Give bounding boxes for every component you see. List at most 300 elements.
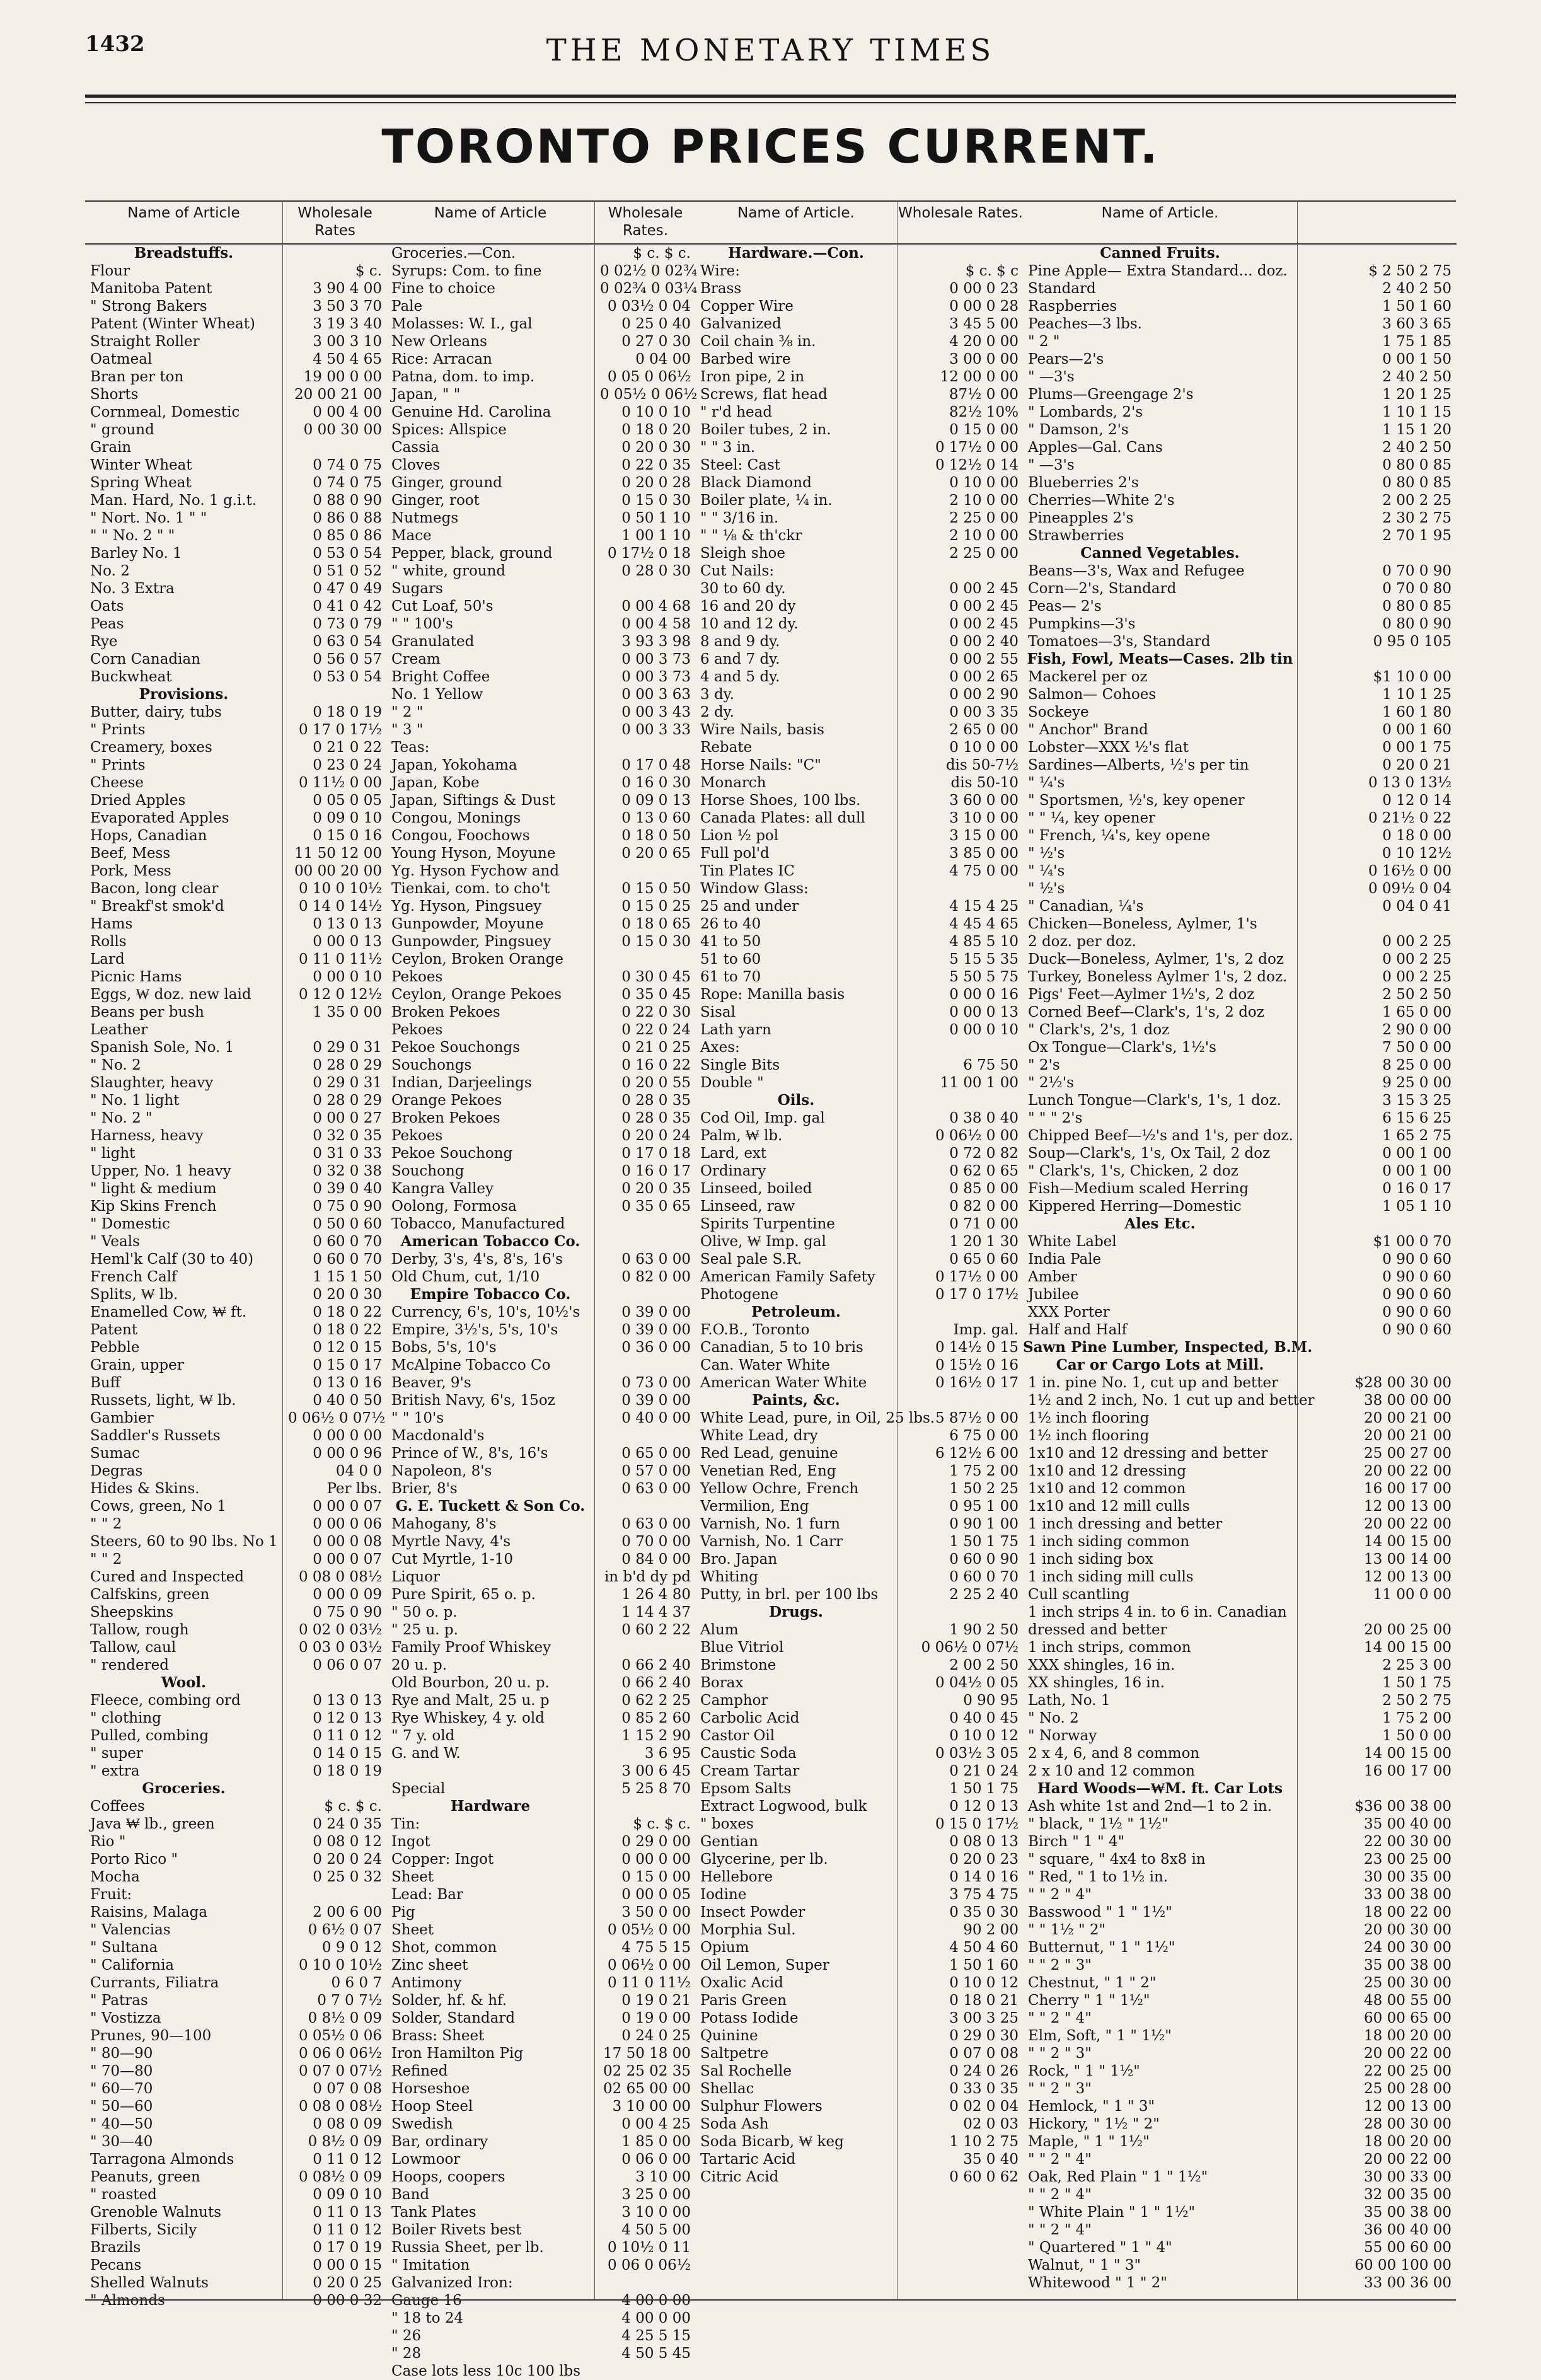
article-rate: 1 35 0 00 (313, 1004, 382, 1020)
article-name: Cherries—White 2's (1028, 492, 1175, 509)
article-name: Copper: Ingot (391, 1851, 494, 1868)
article-rate: 38 00 00 00 (1364, 1392, 1452, 1409)
article-name: Black Diamond (700, 475, 812, 491)
article-name: Case lots less 10c 100 lbs (391, 2363, 581, 2379)
article-name: Palm, ₩ lb. (700, 1128, 783, 1144)
article-name: Lath, No. 1 (1028, 1692, 1111, 1709)
article-name: Extract Logwood, bulk (700, 1798, 867, 1815)
article-rate: 0 11 0 11½ (607, 1975, 691, 1991)
masthead-rule-thin (85, 102, 1456, 103)
article-name: Rye Whiskey, 4 y. old (391, 1710, 545, 1726)
article-rate: 0 08 0 09 (313, 2116, 382, 2132)
article-rate: 13 00 14 00 (1364, 1551, 1452, 1568)
article-rate: 0 10 0 10½ (298, 1957, 382, 1973)
article-name: " " 2 (90, 1516, 122, 1532)
article-rate: 0 08 0 13 (949, 1834, 1019, 1850)
article-name: Oats (90, 598, 124, 615)
article-name: New Orleans (391, 333, 487, 350)
article-name: Seal pale S.R. (700, 1251, 802, 1268)
article-rate: 0 28 0 35 (621, 1110, 691, 1126)
article-name: Japan, " " (391, 386, 461, 403)
article-name: Pine Apple— Extra Standard... doz. (1028, 263, 1288, 279)
article-name: Splits, ₩ lb. (90, 1286, 178, 1303)
article-name: Japan, Siftings & Dust (391, 792, 555, 809)
article-name: Oil Lemon, Super (700, 1957, 829, 1973)
article-name: Copper Wire (700, 298, 794, 315)
article-rate: 6 75 0 00 (949, 1428, 1019, 1444)
article-name: Grain, upper (90, 1357, 184, 1373)
article-name: Double " (700, 1075, 764, 1091)
article-rate: 3 10 0 00 (621, 2204, 691, 2221)
article-rate: 28 00 30 00 (1364, 2116, 1452, 2132)
article-rate: 3 50 0 00 (621, 1904, 691, 1921)
article-name: " ½'s (1028, 881, 1065, 897)
article-rate: 0 18 0 22 (313, 1322, 382, 1338)
article-name: Pekoes (391, 1022, 443, 1038)
article-name: Wire: (700, 263, 740, 279)
article-name: Varnish, No. 1 furn (700, 1516, 840, 1532)
article-name: " Norway (1028, 1728, 1097, 1744)
article-rate: 0 60 0 70 (949, 1569, 1019, 1585)
article-rate (595, 2362, 696, 2380)
article-rate: 0 00 2 25 (1382, 951, 1452, 968)
article-name: Fleece, combing ord (90, 1692, 241, 1709)
article-name: Beaver, 9's (391, 1375, 471, 1391)
article-rate: 0 29 0 30 (949, 2028, 1019, 2044)
article-rate: 0 29 0 00 (621, 1834, 691, 1850)
article-name: Rye (90, 633, 118, 650)
article-rate: 0 20 0 28 (621, 475, 691, 491)
article-rate: 0 90 95 (963, 1692, 1019, 1709)
article-name: Yellow Ochre, French (700, 1481, 859, 1497)
article-name: Vermilion, Eng (700, 1498, 809, 1515)
article-rate: 0 07 0 08 (949, 2045, 1019, 2062)
article-name: Plums—Greengage 2's (1028, 386, 1194, 403)
article-rate: 0 90 0 60 (1382, 1322, 1452, 1338)
article-name: Wool. (161, 1674, 207, 1691)
article-name: Porto Rico " (90, 1851, 178, 1868)
article-name: Shorts (90, 386, 139, 403)
article-rate: 0 00 3 73 (621, 669, 691, 685)
article-name: Patna, dom. to imp. (391, 369, 535, 385)
article-name: Walnut, " 1 " 3" (1028, 2257, 1141, 2273)
article-name: Old Chum, cut, 1/10 (391, 1269, 540, 1285)
article-rate: 1 60 1 80 (1382, 704, 1452, 720)
article-rate: 0 80 0 85 (1382, 475, 1452, 491)
article-name: XXX shingles, 16 in. (1028, 1657, 1175, 1673)
article-name: " light & medium (90, 1181, 217, 1197)
article-rate: 0 02 0 04 (949, 2098, 1019, 2115)
article-name: Liquor (391, 1569, 441, 1585)
article-rate: 0 74 0 75 (313, 475, 382, 491)
article-rate: 0 08½ 0 09 (298, 2169, 382, 2185)
article-name: " 26 (391, 2328, 422, 2344)
article-rate: 0 62 0 65 (949, 1163, 1019, 1179)
article-rate: 33 00 38 00 (1364, 1886, 1452, 1903)
article-rate: 12 00 13 00 (1364, 1569, 1452, 1585)
article-rate: 0 14 0 15 (313, 1745, 382, 1762)
article-name: 26 to 40 (700, 916, 761, 932)
article-rate: 0 00 4 68 (621, 598, 691, 615)
article-rate: 0 05½ 0 06½ (600, 386, 698, 403)
article-rate: 0 65 0 00 (621, 1445, 691, 1462)
article-name: " roasted (90, 2186, 157, 2203)
article-rate: 22 00 30 00 (1364, 1834, 1452, 1850)
article-rate: 4 50 5 00 (621, 2222, 691, 2238)
article-rate: 1 15 1 20 (1382, 422, 1452, 438)
article-rate (1298, 1603, 1457, 1621)
article-rate: 0 73 0 00 (621, 1375, 691, 1391)
article-rate: 0 12½ 0 14 (935, 457, 1019, 473)
article-rate: 0 63 0 54 (313, 633, 382, 650)
article-rate (897, 245, 1024, 262)
article-name: Barley No. 1 (90, 545, 182, 562)
article-rate: 0 17½ 0 18 (607, 545, 691, 562)
price-column-3-names (695, 200, 935, 2299)
article-list (695, 245, 935, 2186)
article-rate: 0 20 0 30 (313, 1286, 382, 1303)
article-rate: 0 00 4 00 (313, 404, 382, 420)
article-rate: 0 09 0 13 (621, 792, 691, 809)
article-name: Swedish (391, 2116, 453, 2132)
article-name: Bacon, long clear (90, 881, 219, 897)
article-rate: 0 18 0 20 (621, 422, 691, 438)
article-name: Canada Plates: all dull (700, 810, 865, 826)
article-rate: 20 00 21 00 (294, 386, 382, 403)
article-name: Lunch Tongue—Clark's, 1's, 1 doz. (1028, 1092, 1281, 1109)
article-rate: 16 00 17 00 (1364, 1763, 1452, 1779)
article-name: " light (90, 1145, 136, 1162)
article-rate: $ c. (355, 263, 382, 279)
article-rate: 0 10 0 10½ (298, 881, 382, 897)
article-name: Ginger, root (391, 492, 480, 509)
article-name: Young Hyson, Moyune (391, 845, 556, 862)
article-rate: 0 06½ 0 07½ (288, 1410, 386, 1426)
article-rate: 0 12 0 14 (1382, 792, 1452, 809)
article-rate: 0 35 0 45 (621, 986, 691, 1003)
article-rate: 19 00 0 00 (303, 369, 382, 385)
article-name: Linseed, boiled (700, 1181, 812, 1197)
article-name: " 2 " (1028, 333, 1060, 350)
article-name: 1½ inch flooring (1028, 1410, 1150, 1426)
article-name: " 60—70 (90, 2081, 153, 2097)
article-name: Sheet (391, 1869, 434, 1885)
article-name: Gentian (700, 1834, 758, 1850)
article-name: Half and Half (1028, 1322, 1128, 1338)
article-name: 2 dy. (700, 704, 734, 720)
article-rate: 0 32 0 38 (313, 1163, 382, 1179)
article-rate: 20 00 30 00 (1364, 1922, 1452, 1938)
article-name: Java ₩ lb., green (90, 1816, 215, 1832)
article-rate: 14 00 15 00 (1364, 1639, 1452, 1656)
article-rate: 0 7 0 7½ (317, 1992, 382, 2009)
article-rate: 1 50 1 75 (949, 1534, 1019, 1550)
article-rate: 0 90 0 60 (1382, 1304, 1452, 1320)
article-rate: 33 00 36 00 (1364, 2275, 1452, 2291)
article-name: Drugs. (769, 1603, 823, 1620)
article-name: Macdonald's (391, 1428, 485, 1444)
article-rate: 0 40 0 50 (313, 1392, 382, 1409)
article-rate (1298, 545, 1457, 562)
article-name: Cod Oil, Imp. gal (700, 1110, 825, 1126)
article-rate: 5 87½ 0 00 (935, 1410, 1019, 1426)
article-name: Pumpkins—3's (1028, 616, 1136, 632)
article-rate: 0 13 0 13 (313, 1692, 382, 1709)
article-name: Putty, in brl. per 100 lbs (700, 1586, 879, 1603)
article-name: Sal Rochelle (700, 2063, 792, 2079)
article-rate: 0 19 0 21 (621, 1992, 691, 2009)
price-column-4-rates (1297, 200, 1457, 2299)
article-rate: 12 00 13 00 (1364, 2098, 1452, 2115)
article-name: " Vostizza (90, 2010, 161, 2026)
article-rate: $28 00 30 00 (1354, 1375, 1452, 1391)
article-name: Citric Acid (700, 2169, 779, 2185)
article-rate (595, 950, 696, 968)
article-rate: 0 53 0 54 (313, 545, 382, 562)
article-name: Canadian, 5 to 10 bris (700, 1339, 863, 1356)
article-name: " White Plain " 1 " 1½" (1028, 2204, 1196, 2221)
article-name: Rolls (90, 933, 127, 950)
article-rate: 0 25 0 40 (621, 316, 691, 332)
article-rate: 20 00 25 00 (1364, 1622, 1452, 1638)
article-rate: 3 10 0 00 (949, 810, 1019, 826)
article-rate: 0 16 0 22 (621, 1057, 691, 1073)
article-name: Lead: Bar (391, 1886, 463, 1903)
article-rate: 4 85 5 10 (949, 933, 1019, 950)
article-rate: 0 00 0 08 (313, 1534, 382, 1550)
article-rate: 0 00 0 27 (313, 1110, 382, 1126)
article-name: Groceries. (142, 1780, 226, 1797)
article-name: 1 inch siding common (1028, 1534, 1190, 1550)
article-name: Carbolic Acid (700, 1710, 800, 1726)
page-title: TORONTO PRICES CURRENT. (381, 120, 1160, 174)
article-name: " 3 " (391, 722, 424, 738)
article-name: Venetian Red, Eng (700, 1463, 836, 1479)
article-name: " " 2 " 3" (1028, 1957, 1092, 1973)
article-rate: 1 50 2 25 (949, 1481, 1019, 1497)
article-rate: 0 39 0 00 (621, 1322, 691, 1338)
article-name: Filberts, Sicily (90, 2222, 197, 2238)
article-rate: 0 82 0 00 (949, 1198, 1019, 1215)
article-name: Ash white 1st and 2nd—1 to 2 in. (1028, 1798, 1273, 1815)
page-number: 1432 (85, 32, 145, 57)
article-rate: Imp. gal. (953, 1322, 1019, 1338)
article-rate: 0 00 2 45 (949, 616, 1019, 632)
article-rate: 1 50 0 00 (1382, 1728, 1452, 1744)
article-name: Gauge 16 (391, 2292, 462, 2309)
article-name: Olive, ₩ Imp. gal (700, 1233, 826, 1250)
article-rate: 0 17 0 19 (313, 2239, 382, 2256)
article-rate: 0 13 0 60 (621, 810, 691, 826)
article-rate: 0 09 0 10 (313, 2186, 382, 2203)
article-rate: 0 00 2 40 (949, 633, 1019, 650)
article-rate: 0 18 0 00 (1382, 828, 1452, 844)
article-rate: 0 24 0 25 (621, 2028, 691, 2044)
article-name: Single Bits (700, 1057, 780, 1073)
article-rate: 0 04 0 41 (1382, 898, 1452, 915)
article-name: " Red, " 1 to 1½ in. (1028, 1869, 1169, 1885)
article-rate: 35 00 38 00 (1364, 2204, 1452, 2221)
article-name: Soda Ash (700, 2116, 769, 2132)
article-name: Petroleum. (751, 1303, 841, 1320)
article-name: Mackerel per oz (1028, 669, 1148, 685)
article-name: Lobster—XXX ½'s flat (1028, 739, 1189, 756)
column-header-rates (1298, 200, 1457, 245)
article-name: Sleigh shoe (700, 545, 786, 562)
article-name: " Nort. No. 1 " " (90, 510, 207, 526)
article-rate: 0 60 0 62 (949, 2169, 1019, 2185)
article-name: Teas: (391, 739, 430, 756)
article-rate: 0 53 0 54 (313, 669, 382, 685)
article-rate: 0 14½ 0 15 (935, 1339, 1019, 1356)
article-name: " " ¼, key opener (1028, 810, 1156, 826)
article-name: Empire, 3½'s, 5's, 10's (391, 1322, 558, 1338)
article-rate: 0 12 0 15 (313, 1339, 382, 1356)
article-name: Hoop Steel (391, 2098, 473, 2115)
article-rate (897, 1603, 1024, 1621)
article-name: Mace (391, 528, 432, 544)
article-rate: 0 15 0 25 (621, 898, 691, 915)
article-name: Oatmeal (90, 351, 153, 367)
article-rate: $1 10 0 00 (1373, 669, 1452, 685)
article-name: Enamelled Cow, ₩ ft. (90, 1304, 247, 1320)
article-rate: 2 90 0 00 (1382, 1022, 1452, 1038)
article-name: " No. 1 light (90, 1092, 180, 1109)
article-rate: 0 39 0 40 (313, 1181, 382, 1197)
article-name: Cured and Inspected (90, 1569, 245, 1585)
article-name: " 40—50 (90, 2116, 153, 2132)
article-rate: 0 70 0 80 (1382, 581, 1452, 597)
article-rate: 0 35 0 30 (949, 1904, 1019, 1921)
article-name: Gunpowder, Pingsuey (391, 933, 551, 950)
article-rate: 0 00 1 00 (1382, 1145, 1452, 1162)
article-name: dressed and better (1028, 1622, 1167, 1638)
article-name: Refined (391, 2063, 448, 2079)
article-rate: 2 10 0 00 (949, 528, 1019, 544)
article-rate: $ c. $ c. (324, 1798, 382, 1815)
article-rate: 0 20 0 24 (313, 1851, 382, 1868)
article-rate (595, 1498, 696, 1515)
article-rate: 3 75 4 75 (949, 1886, 1019, 1903)
article-rate: 30 00 33 00 (1364, 2169, 1452, 2185)
article-rate: 1 10 1 25 (1382, 686, 1452, 703)
article-rate: 12 00 13 00 (1364, 1498, 1452, 1515)
article-name: Tienkai, com. to cho't (391, 881, 550, 897)
article-name: Oxalic Acid (700, 1975, 784, 1991)
article-rate: 0 00 1 60 (1382, 722, 1452, 738)
article-name: Man. Hard, No. 1 g.i.t. (90, 492, 257, 509)
article-rate: $1 00 0 70 (1373, 1233, 1452, 1250)
article-name: G. E. Tuckett & Son Co. (395, 1498, 586, 1515)
article-name: Pebble (90, 1339, 140, 1356)
article-rate: 0 00 0 23 (949, 280, 1019, 297)
article-name: Cheese (90, 775, 144, 791)
article-rate: 0 02 0 03½ (298, 1622, 382, 1638)
article-name: Cream (391, 651, 441, 667)
price-column-3-rates (897, 200, 1024, 2299)
article-name: No. 3 Extra (90, 581, 175, 597)
article-rate: 0 20 0 21 (1382, 757, 1452, 773)
article-name: Myrtle Navy, 4's (391, 1534, 511, 1550)
article-rate: 0 13 0 13 (313, 916, 382, 932)
article-rate: 0 14 0 16 (949, 1869, 1019, 1885)
article-name: Boiler tubes, 2 in. (700, 422, 831, 438)
article-name: Pulled, combing (90, 1728, 209, 1744)
price-column-1-names (85, 200, 282, 2309)
article-rate: 18 00 20 00 (1364, 2134, 1452, 2150)
article-name: Family Proof Whiskey (391, 1639, 551, 1656)
article-rate: 0 11 0 11½ (298, 951, 382, 968)
article-name: " super (90, 1745, 143, 1762)
article-name: " 80—90 (90, 2045, 153, 2062)
article-rate: 0 05½ 0 00 (607, 1922, 691, 1938)
article-name: Hides & Skins. (90, 1481, 200, 1497)
article-name: " Strong Bakers (90, 298, 207, 315)
article-rate: 0 20 0 35 (621, 1181, 691, 1197)
article-rate: 0 15 0 16 (313, 828, 382, 844)
article-rate: 0 84 0 00 (621, 1551, 691, 1568)
article-rate: 2 50 2 50 (1382, 986, 1452, 1003)
article-rate: 0 11 0 12 (313, 2151, 382, 2168)
article-rate: 35 00 38 00 (1364, 1957, 1452, 1973)
article-name: American Family Safety (700, 1269, 875, 1285)
article-rate: 87½ 0 00 (949, 386, 1019, 403)
article-rate: 24 00 30 00 (1364, 1939, 1452, 1956)
article-rate: 1 10 2 75 (949, 2134, 1019, 2150)
article-rate: 1 65 0 00 (1382, 1004, 1452, 1020)
price-column-1-rates (282, 200, 387, 2309)
article-name: Pekoe Souchongs (391, 1039, 521, 1056)
article-name: Sisal (700, 1004, 736, 1020)
article-rate: 0 10 0 12 (949, 1728, 1019, 1744)
article-name: Rio " (90, 1834, 126, 1850)
article-rate: 1 85 0 00 (621, 2134, 691, 2150)
article-name: " clothing (90, 1710, 161, 1726)
article-rate: 20 00 21 00 (1364, 1428, 1452, 1444)
article-name: 1 inch strips, common (1028, 1639, 1191, 1656)
article-rate: 0 00 3 73 (621, 651, 691, 667)
article-name: Alum (700, 1622, 739, 1638)
article-rate: 0 00 2 45 (949, 581, 1019, 597)
article-rate: 0 28 0 30 (621, 563, 691, 579)
article-name: Oils. (777, 1092, 815, 1109)
article-rate: 3 6 95 (644, 1745, 691, 1762)
article-rate: 12 00 0 00 (940, 369, 1019, 385)
article-rate: 0 90 0 60 (1382, 1251, 1452, 1268)
column-header-name: Name of Article (386, 200, 594, 245)
article-name: Boiler Rivets best (391, 2222, 522, 2238)
article-rate: 1 20 1 25 (1382, 386, 1452, 403)
article-rate: 3 00 0 00 (949, 351, 1019, 367)
article-rate: 2 00 6 00 (313, 1904, 382, 1921)
article-rate: 20 00 21 00 (1364, 1410, 1452, 1426)
article-name: " Breakf'st smok'd (90, 898, 224, 915)
article-name: Saltpetre (700, 2045, 769, 2062)
article-name: Tarragona Almonds (90, 2151, 234, 2168)
article-rate: 0 13 0 13½ (1368, 775, 1452, 791)
article-rate: 0 03½ 0 04 (607, 298, 691, 315)
article-rate (897, 880, 1024, 898)
article-rate: 0 60 0 70 (313, 1233, 382, 1250)
article-rate: 0 18 0 50 (621, 828, 691, 844)
article-rate (595, 1427, 696, 1445)
article-rate: 0 00 0 00 (313, 1428, 382, 1444)
article-name: " " 2 " 4" (1028, 2151, 1092, 2168)
article-rate: 0 35 0 65 (621, 1198, 691, 1215)
article-name: Iron pipe, 2 in (700, 369, 805, 385)
article-rate: 17 50 18 00 (603, 2045, 691, 2062)
article-rate: 0 9 0 12 (321, 1939, 382, 1956)
